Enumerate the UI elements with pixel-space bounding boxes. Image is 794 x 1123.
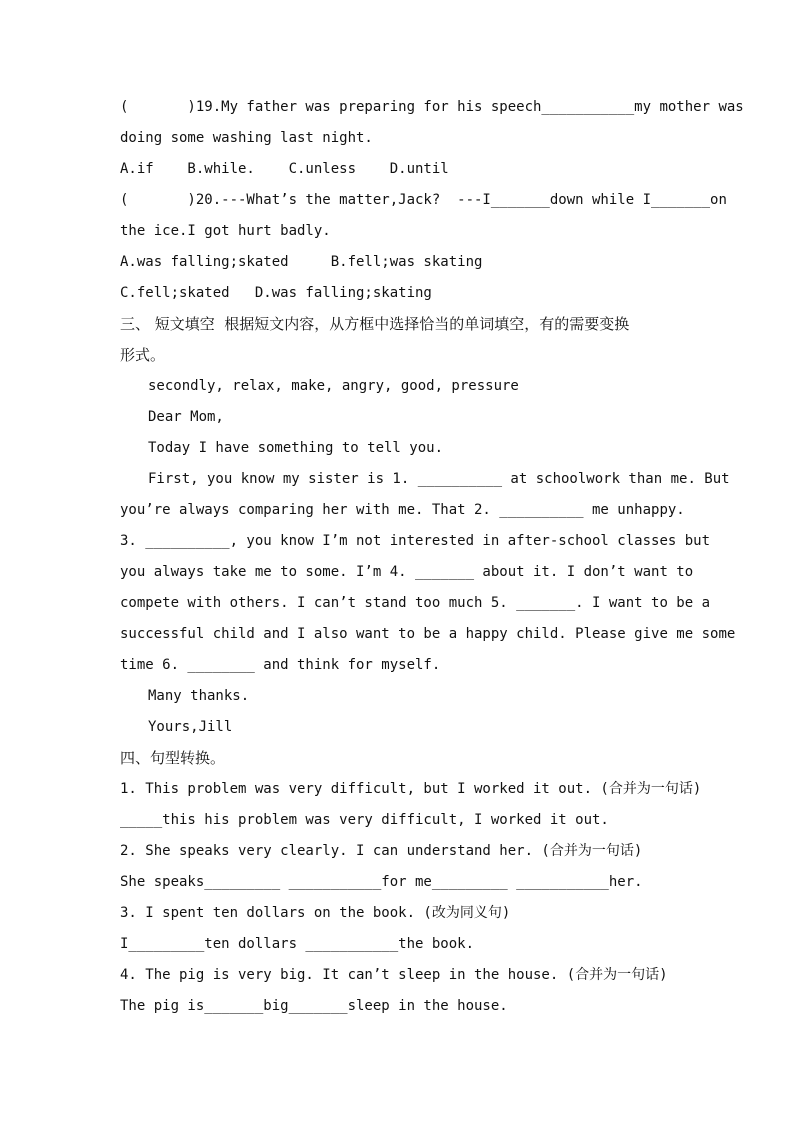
- transform-item-2-prompt: 2. She speaks very clearly. I can understand her. (合并为一句话): [120, 843, 643, 859]
- word-box: secondly, relax, make, angry, good, pressure: [148, 378, 519, 394]
- letter-intro: Today I have something to tell you.: [148, 440, 444, 456]
- document-page: [120, 92, 744, 1022]
- section-three-heading-continued: 形式。: [120, 346, 166, 364]
- question-19-stem-continued: doing some washing last night.: [120, 130, 373, 146]
- question-20-stem-continued: the ice.I got hurt badly.: [120, 223, 331, 239]
- letter-body-line: you’re always comparing her with me. That 2. __________ me unhappy.: [120, 502, 685, 518]
- transform-item-2-answer: She speaks_________ ___________for me_________ ___________her.: [120, 874, 643, 890]
- letter-body-line: compete with others. I can’t stand too much 5. _______. I want to be a: [120, 595, 711, 611]
- letter-body-line: 3. __________, you know I’m not interested in after-school classes but: [120, 533, 711, 549]
- transform-item-1-prompt: 1. This problem was very difficult, but I worked it out. (合并为一句话): [120, 781, 702, 797]
- transform-item-1-answer: _____this his problem was very difficult, I worked it out.: [120, 812, 609, 828]
- question-20-options-ab: A.was falling;skated B.fell;was skating: [120, 254, 483, 270]
- section-three-heading: 三、 短文填空 根据短文内容，从方框中选择恰当的单词填空，有的需要变换: [120, 315, 630, 333]
- section-four-heading: 四、句型转换。: [120, 749, 226, 767]
- transform-item-4-answer: The pig is_______big_______sleep in the house.: [120, 998, 508, 1014]
- question-20-options-cd: C.fell;skated D.was falling;skating: [120, 285, 432, 301]
- question-19-options: A.if B.while. C.unless D.until: [120, 161, 449, 177]
- letter-body-line: you always take me to some. I’m 4. _______ about it. I don’t want to: [120, 564, 694, 580]
- question-19-stem: ( )19.My father was preparing for his speech___________my mother was: [120, 99, 744, 115]
- letter-body-line: time 6. ________ and think for myself.: [120, 657, 441, 673]
- transform-item-3-answer: I_________ten dollars ___________the book.: [120, 936, 475, 952]
- transform-item-3-prompt: 3. I spent ten dollars on the book. (改为同义句): [120, 905, 511, 921]
- transform-item-4-prompt: 4. The pig is very big. It can’t sleep in the house. (合并为一句话): [120, 967, 668, 983]
- question-20-stem: ( )20.---What’s the matter,Jack? ---I_______down while I_______on: [120, 192, 727, 208]
- letter-signature: Yours,Jill: [148, 719, 233, 735]
- letter-body-line: successful child and I also want to be a happy child. Please give me some: [120, 626, 736, 642]
- letter-greeting: Dear Mom,: [148, 409, 224, 425]
- letter-closing: Many thanks.: [148, 688, 250, 704]
- letter-body-line: First, you know my sister is 1. __________ at schoolwork than me. But: [148, 471, 730, 487]
